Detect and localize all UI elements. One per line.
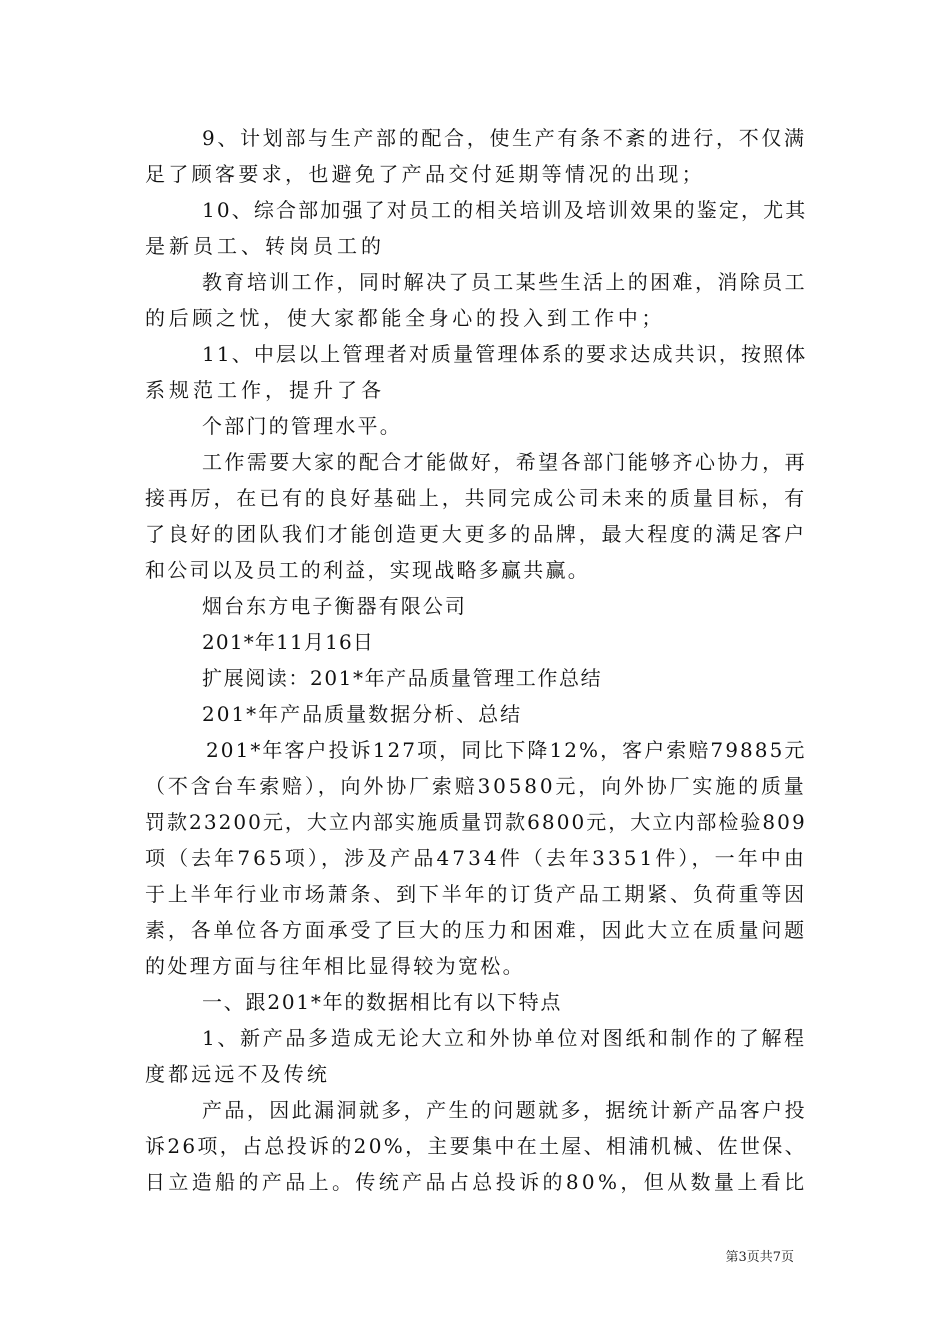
text-line: 是新员工、转岗员工的 (145, 234, 385, 258)
text-line: 诉26项，占总投诉的20%，主要集中在土屋、相浦机械、佐世保、 (145, 1134, 807, 1158)
text-line: 度都远远不及传统 (145, 1062, 330, 1086)
text-line: 的处理方面与往年相比显得较为宽松。 (145, 954, 525, 978)
text-line: 烟台东方电子衡器有限公司 (202, 594, 467, 618)
text-line: 个部门的管理水平。 (202, 414, 402, 438)
text-line: 扩展阅读：201*年产品质量管理工作总结 (202, 666, 603, 690)
text-line: 项（去年765项），涉及产品4734件（去年3351件），一年中由 (145, 846, 807, 870)
page-number: 第3页共7页 (725, 1250, 794, 1265)
text-line: 于上半年行业市场萧条、到下半年的订货产品工期紧、负荷重等因 (145, 882, 807, 906)
text-line: 201*年产品质量数据分析、总结 (202, 702, 523, 726)
text-line: 和公司以及员工的利益，实现战略多赢共赢。 (145, 558, 590, 582)
text-line: 日立造船的产品上。传统产品占总投诉的80%，但从数量上看比 (145, 1170, 808, 1194)
text-line: 教育培训工作，同时解决了员工某些生活上的困难，消除员工 (202, 270, 807, 294)
text-line: 系规范工作，提升了各 (145, 378, 385, 402)
text-line: 足了顾客要求，也避免了产品交付延期等情况的出现； (145, 162, 705, 186)
text-line: 一、跟201*年的数据相比有以下特点 (202, 990, 563, 1014)
text-line: 11、中层以上管理者对质量管理体系的要求达成共识，按照体 (202, 342, 808, 366)
text-line: （不含台车索赔），向外协厂索赔30580元，向外协厂实施的质量 (145, 774, 807, 798)
text-line: 201*年客户投诉127项，同比下降12%，客户索赔79885元 (206, 738, 807, 762)
text-line: 素，各单位各方面承受了巨大的压力和困难，因此大立在质量问题 (145, 918, 807, 942)
text-line: 产品，因此漏洞就多，产生的问题就多，据统计新产品客户投 (202, 1098, 807, 1122)
text-line: 9、计划部与生产部的配合，使生产有条不紊的进行，不仅满 (202, 126, 807, 150)
text-line: 罚款23200元，大立内部实施质量罚款6800元，大立内部检验809 (145, 810, 807, 834)
text-line: 201*年11月16日 (202, 630, 375, 654)
text-line: 了良好的团队我们才能创造更大更多的品牌，最大程度的满足客户 (145, 522, 807, 546)
text-line: 的后顾之忧，使大家都能全身心的投入到工作中； (145, 306, 665, 330)
text-line: 10、综合部加强了对员工的相关培训及培训效果的鉴定，尤其 (202, 198, 808, 222)
text-line: 接再厉，在已有的良好基础上，共同完成公司未来的质量目标，有 (145, 486, 807, 510)
text-line: 1、新产品多造成无论大立和外协单位对图纸和制作的了解程 (202, 1026, 807, 1050)
text-line: 工作需要大家的配合才能做好，希望各部门能够齐心协力，再 (202, 450, 807, 474)
